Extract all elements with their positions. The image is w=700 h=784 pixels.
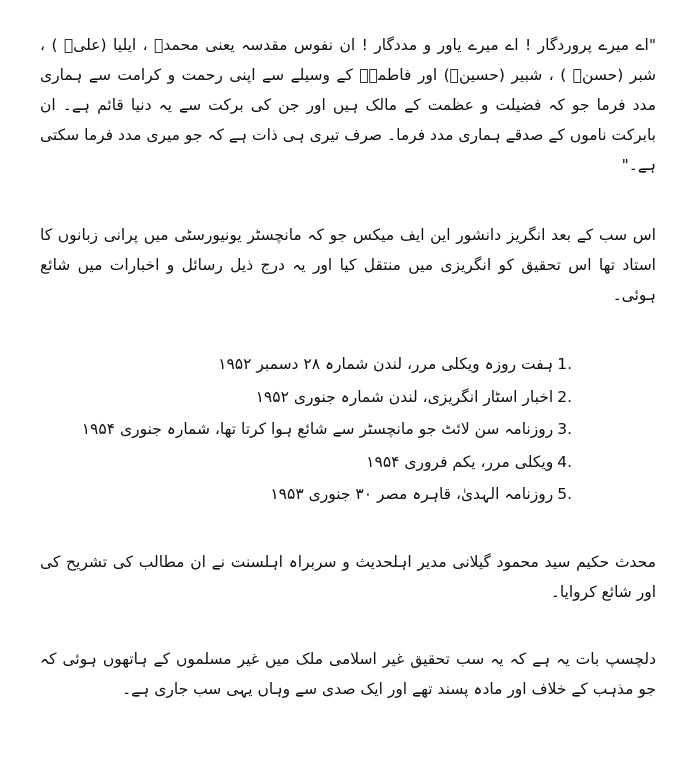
list-item-text: روزنامہ الہدیٰ، قاہرہ مصر ۳۰ جنوری ۱۹۵۳ [270, 485, 554, 503]
intro-paragraph: اس سب کے بعد انگریز دانشور این ایف میکس جو کہ مانچسٹر یونیورسٹی میں پرانی زبانوں کا استاد تھا اس تحقیق کو انگریزی میں منتقل کیا اور یہ درج ذیل رسائل و اخبارات میں شائع ہوئی۔ [40, 226, 656, 304]
list-item-text: اخبار اسٹار انگریزی، لندن شمارہ جنوری ۱۹۵۲ [255, 387, 554, 406]
sources-list [40, 348, 656, 511]
list-item-text: ہفت روزہ ویکلی مرر، لندن شمارہ ۲۸ دسمبر ۱۹۵۲ [218, 355, 554, 373]
list-item-number: 2. [557, 387, 572, 406]
hakeem-paragraph: محدث حکیم سید محمود گیلانی مدیر اہلحدیث و سربراہ اہلسنت نے ان مطالب کی تشریح کی اور شائع کروایا۔ [40, 552, 656, 601]
prayer-paragraph: "اے میرے پروردگار ! اے میرے یاور و مددگار ! ان نفوس مقدسہ یعنی محمدؐ ، ایلیا (علیؑ ) ، شبر (حسنؑ ) ، شبیر (حسینؑ) اور فاطمہؑ کے وسیلے سے اپنی رحمت و کرامت سے ہماری مدد فرما جو کہ فضیلت و عظمت کے مالک ہیں اور جن کی برکت سے یہ دنیا قائم ہے۔ ان بابرکت ناموں کے صدقے ہماری مدد فرما۔ صرف تیری ہی ذات ہے کہ جو میری مدد فرما سکتی ہے۔" [40, 36, 656, 174]
interest-paragraph: دلچسپ بات یہ ہے کہ یہ سب تحقیق غیر اسلامی ملک میں غیر مسلموں کے ہاتھوں ہوئی کہ جو مذہب کے خلاف اور مادہ پسند تھے اور ایک صدی سے وہاں یہی سب جاری ہے۔ [40, 649, 656, 698]
list-item [40, 348, 572, 381]
list-item-number: 4. [557, 452, 572, 471]
list-item-number: 5. [557, 485, 572, 503]
list-item-text: روزنامہ سن لائٹ جو مانچسٹر سے شائع ہوا کرتا تھا، شمارہ جنوری ۱۹۵۴ [81, 420, 554, 438]
list-item [40, 413, 572, 446]
list-item [40, 446, 572, 479]
list-item [40, 381, 572, 414]
list-item [40, 478, 572, 511]
list-item-text: ویکلی مرر، یکم فروری ۱۹۵۴ [366, 452, 554, 471]
list-item-number: 1. [557, 355, 572, 373]
list-item-number: 3. [557, 420, 572, 438]
